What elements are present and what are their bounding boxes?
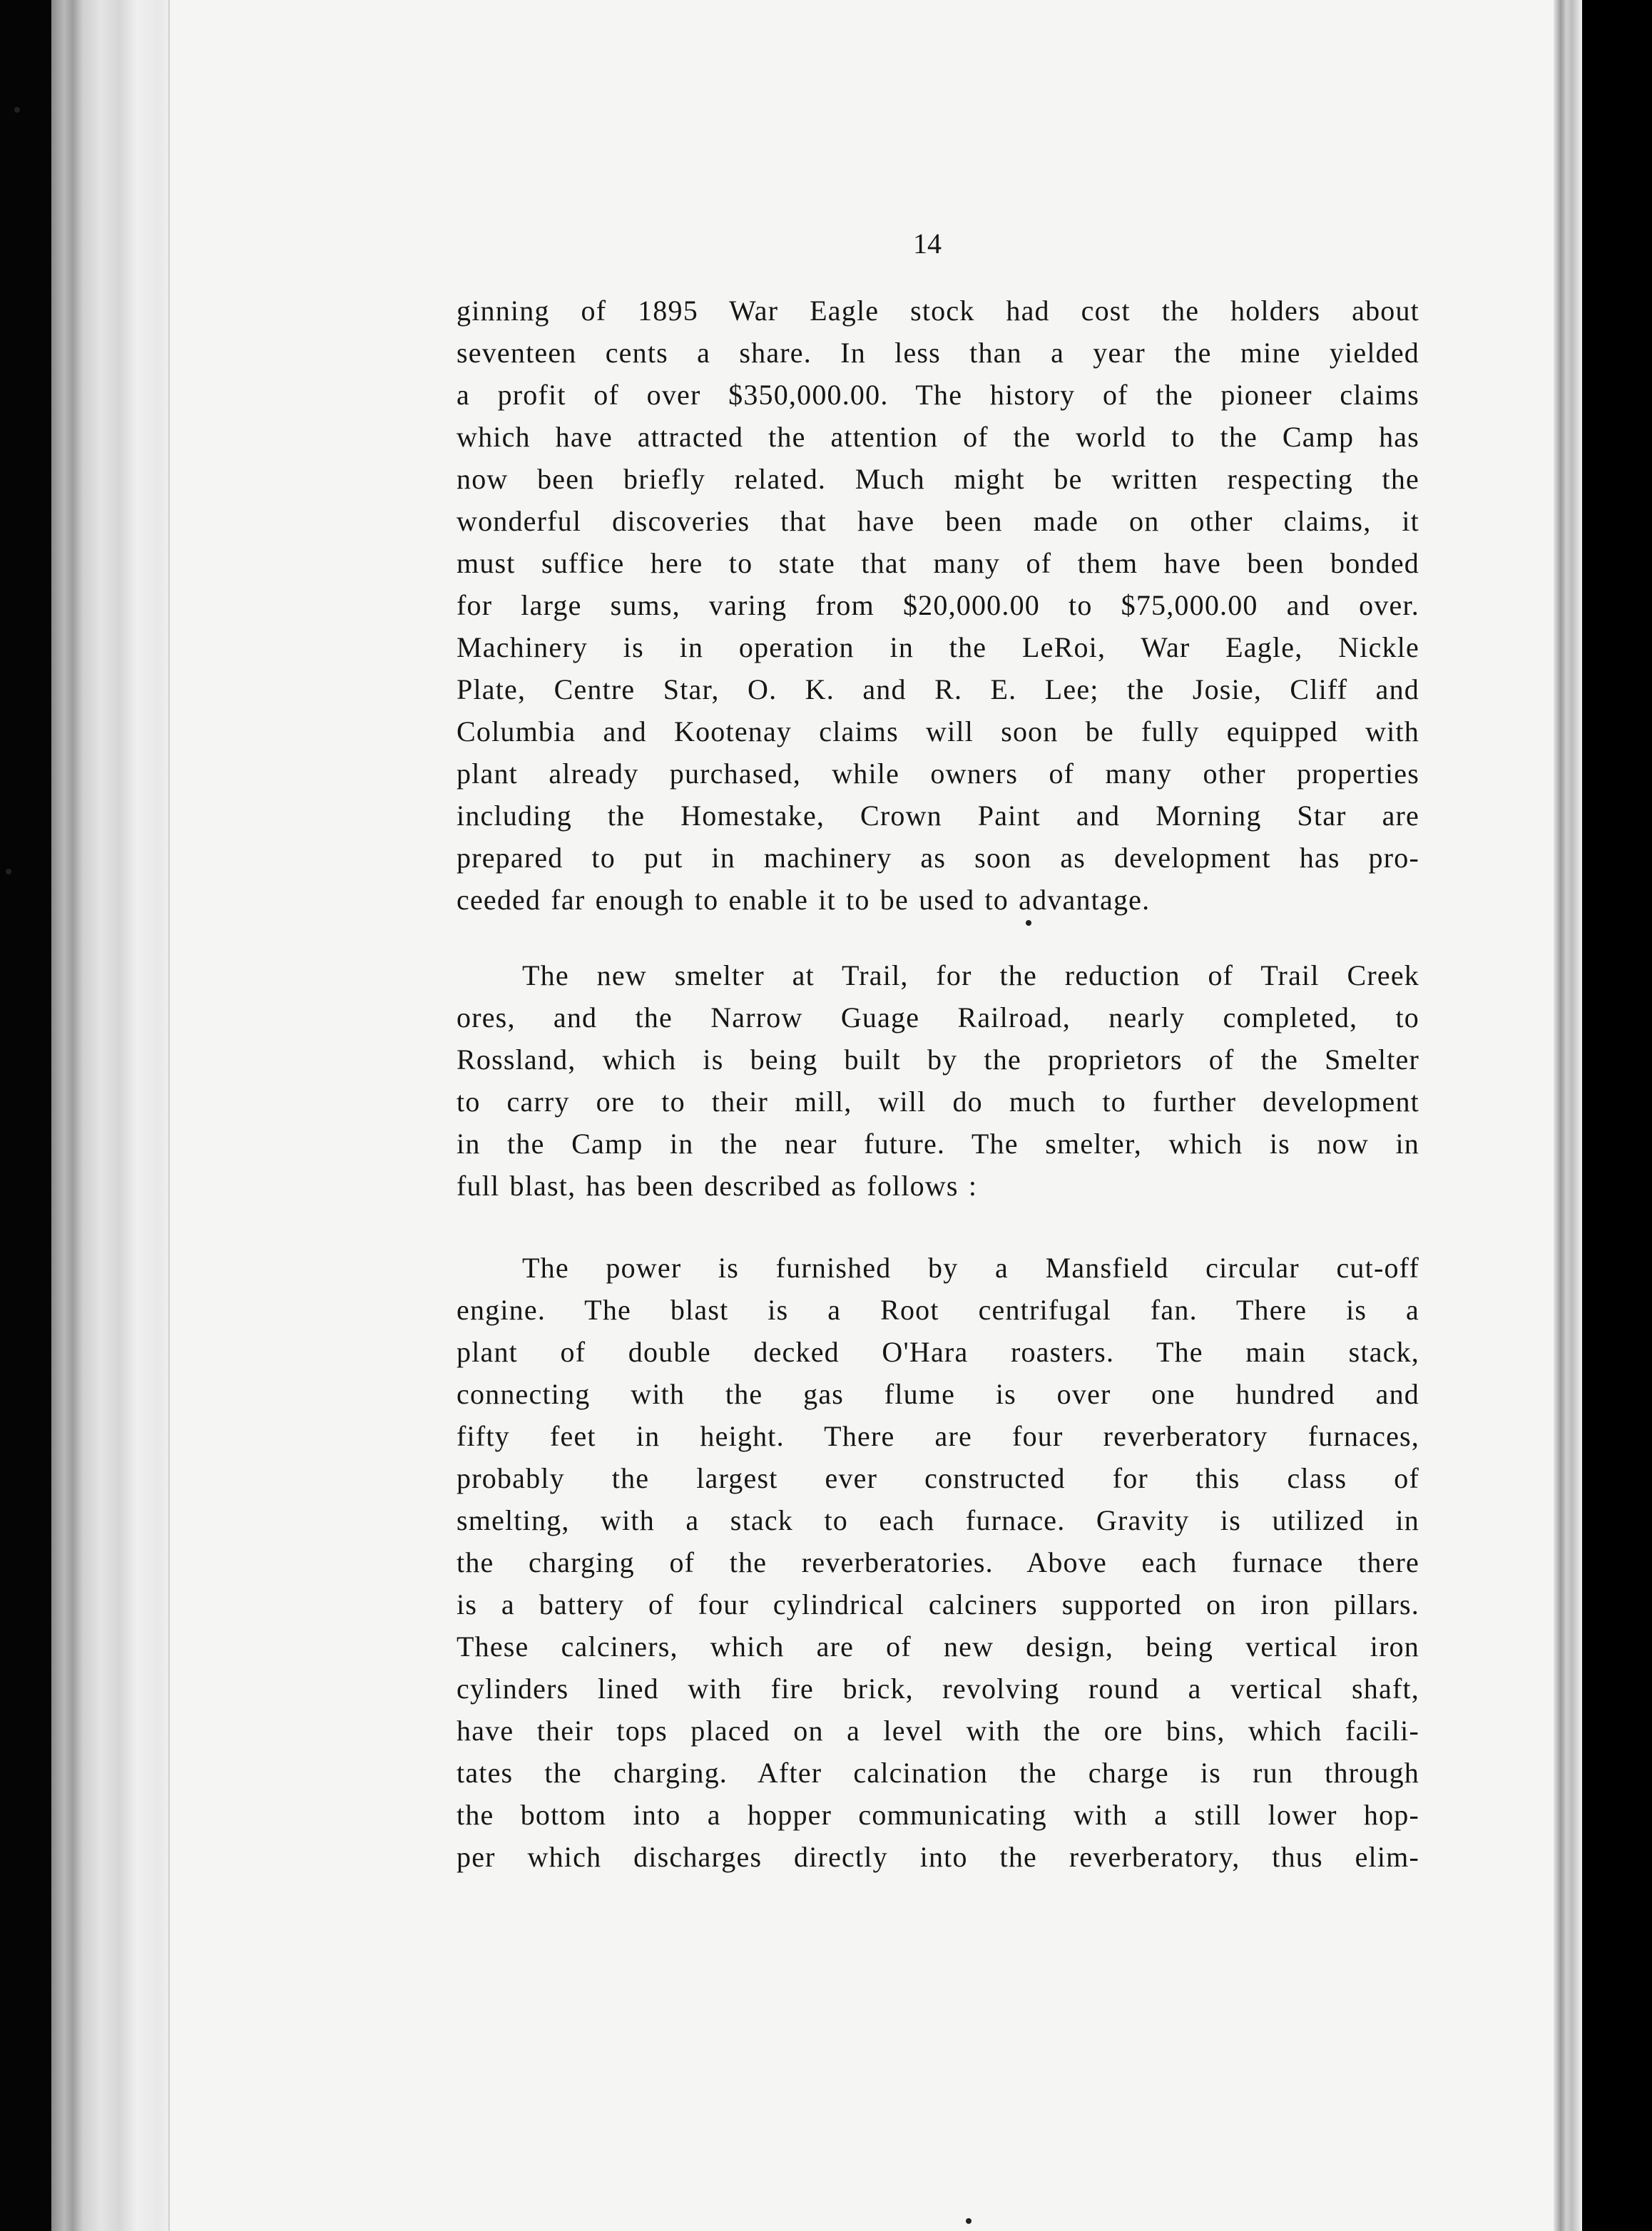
scan-speck	[1026, 920, 1031, 926]
text-line: cylinders lined with fire brick, revolving round a vertical shaft,	[457, 1673, 1419, 1705]
text-line: wonderful discoveries that have been made on other claims, it	[457, 505, 1419, 537]
page-number: 14	[913, 228, 942, 260]
text-line: a profit of over $350,000.00. The history of the pioneer claims	[457, 379, 1419, 411]
text-line: have their tops placed on a level with the ore bins, which facili-	[457, 1715, 1419, 1747]
text-line: ceeded far enough to enable it to be used to advantage.	[457, 884, 1151, 916]
text-line: The power is furnished by a Mansfield circular cut-off	[522, 1252, 1419, 1284]
text-line: ginning of 1895 War Eagle stock had cost the holders about	[457, 295, 1419, 327]
text-line: Columbia and Kootenay claims will soon be fully equipped with	[457, 715, 1419, 747]
text-line: plant of double decked O'Hara roasters. The main stack,	[457, 1336, 1419, 1368]
text-line: smelting, with a stack to each furnace. Gravity is utilized in	[457, 1504, 1419, 1536]
text-line: now been briefly related. Much might be written respecting the	[457, 463, 1419, 495]
right-page-edge	[1554, 0, 1582, 2231]
binding-shadow	[0, 0, 51, 2231]
text-line: tates the charging. After calcination the charge is run through	[457, 1757, 1419, 1789]
text-line: ores, and the Narrow Guage Railroad, nearly completed, to	[457, 1001, 1419, 1033]
text-line: full blast, has been described as follows :	[457, 1170, 978, 1202]
text-line: the bottom into a hopper communicating with a still lower hop-	[457, 1799, 1419, 1831]
text-line: engine. The blast is a Root centrifugal fan. There is a	[457, 1294, 1419, 1326]
text-line: plant already purchased, while owners of many other properties	[457, 757, 1419, 790]
text-line: Plate, Centre Star, O. K. and R. E. Lee; the Josie, Cliff and	[457, 673, 1419, 705]
text-line: which have attracted the attention of the world to the Camp has	[457, 421, 1419, 453]
text-line: seventeen cents a share. In less than a year the mine yielded	[457, 337, 1419, 369]
text-line: Machinery is in operation in the LeRoi, War Eagle, Nickle	[457, 631, 1419, 663]
text-line: Rossland, which is being built by the proprietors of the Smelter	[457, 1043, 1419, 1076]
text-line: connecting with the gas flume is over one hundred and	[457, 1378, 1419, 1410]
text-line: fifty feet in height. There are four reverberatory furnaces,	[457, 1420, 1419, 1452]
text-line: in the Camp in the near future. The smelter, which is now in	[457, 1128, 1419, 1160]
scan-speck	[966, 2218, 972, 2224]
scan-speck	[6, 869, 11, 874]
text-line: the charging of the reverberatories. Above each furnace there	[457, 1546, 1419, 1578]
text-line: must suffice here to state that many of them have been bonded	[457, 547, 1419, 579]
text-line: for large sums, varing from $20,000.00 to $75,000.00 and over.	[457, 589, 1419, 621]
text-line: These calciners, which are of new design, being vertical iron	[457, 1630, 1419, 1663]
text-line: is a battery of four cylindrical calciners supported on iron pillars.	[457, 1588, 1419, 1620]
text-line: per which discharges directly into the reverberatory, thus elim-	[457, 1841, 1419, 1873]
paragraph-3	[457, 1247, 1419, 1878]
scan-speck	[14, 107, 20, 113]
text-line: prepared to put in machinery as soon as development has pro-	[457, 842, 1419, 874]
text-line: probably the largest ever constructed for this class of	[457, 1462, 1419, 1494]
text-line: including the Homestake, Crown Paint and Morning Star are	[457, 800, 1419, 832]
scan-background-right	[1582, 0, 1652, 2231]
paragraph-1	[457, 290, 1419, 921]
paragraph-2	[457, 954, 1419, 1207]
text-line: to carry ore to their mill, will do much to further development	[457, 1086, 1419, 1118]
text-line: The new smelter at Trail, for the reduction of Trail Creek	[522, 959, 1419, 991]
